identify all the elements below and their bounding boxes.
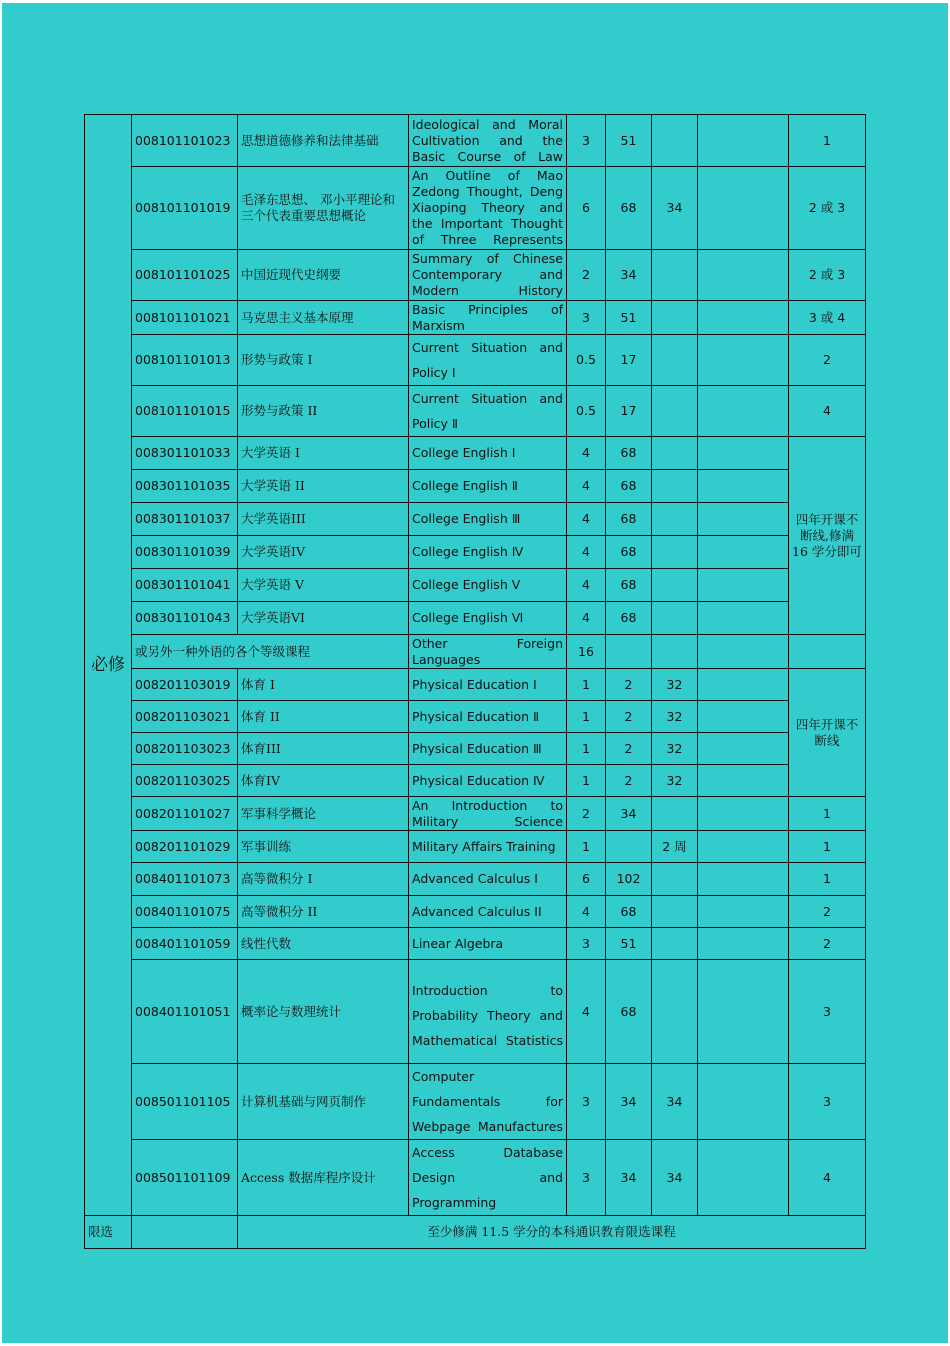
course-code: 008201103021: [132, 701, 238, 733]
course-name-cn: 线性代数: [238, 928, 409, 960]
extra-hours: [652, 250, 698, 301]
blank-cell: [698, 635, 789, 669]
extra-hours: [652, 960, 698, 1064]
category-required: 必修: [85, 115, 132, 1216]
table-row: [85, 701, 866, 733]
term: 3: [789, 960, 866, 1064]
course-name-cn: 形势与政策 II: [238, 386, 409, 437]
course-code: 008501101105: [132, 1064, 238, 1140]
table-row: [85, 635, 866, 669]
course-code: 008301101033: [132, 437, 238, 470]
credit: 4: [567, 536, 606, 569]
table-row: [85, 503, 866, 536]
extra-hours: 32: [652, 733, 698, 765]
blank-cell: [132, 1216, 238, 1249]
hours: 68: [606, 503, 652, 536]
extra-hours: 32: [652, 701, 698, 733]
extra-hours: [652, 863, 698, 896]
table-row: [85, 797, 866, 831]
credit: 1: [567, 701, 606, 733]
hours: 51: [606, 115, 652, 167]
course-name-en: An Outline of Mao Zedong Thought, Deng Xiaoping Theory and the Important Thought of Three Represents: [409, 167, 567, 250]
extra-hours: [652, 301, 698, 335]
hours: 17: [606, 386, 652, 437]
english-group-note: 四年开课不断线,修满 16 学分即可: [789, 437, 866, 635]
blank-cell: [698, 437, 789, 470]
course-name-en: Physical Education Ⅲ: [409, 733, 567, 765]
blank-cell: [698, 250, 789, 301]
course-code: 008101101025: [132, 250, 238, 301]
hours: 2: [606, 765, 652, 797]
blank-cell: [698, 669, 789, 701]
hours: 68: [606, 470, 652, 503]
term: 4: [789, 1140, 866, 1216]
extra-hours: [652, 503, 698, 536]
table-row: [85, 1140, 866, 1216]
credit: 4: [567, 896, 606, 928]
course-name-en: Advanced Calculus I: [409, 863, 567, 896]
blank-cell: [698, 863, 789, 896]
blank-cell: [698, 569, 789, 602]
table-row: [85, 470, 866, 503]
table-row: [85, 536, 866, 569]
extra-hours: [652, 569, 698, 602]
course-name-en: College English Ⅵ: [409, 602, 567, 635]
course-name-cn: 大学英语III: [238, 503, 409, 536]
blank-cell: [698, 896, 789, 928]
course-name-en: College English Ⅱ: [409, 470, 567, 503]
course-name-en: College English Ⅴ: [409, 569, 567, 602]
extra-hours: 34: [652, 1140, 698, 1216]
course-name-cn: 马克思主义基本原理: [238, 301, 409, 335]
credit: 1: [567, 733, 606, 765]
course-name-cn: 中国近现代史纲要: [238, 250, 409, 301]
course-name-cn: 概率论与数理统计: [238, 960, 409, 1064]
course-name-cn: 大学英语 II: [238, 470, 409, 503]
course-code: 008501101109: [132, 1140, 238, 1216]
table-row: [85, 301, 866, 335]
course-code: 008101101015: [132, 386, 238, 437]
credit: 3: [567, 928, 606, 960]
table-row: [85, 960, 866, 1064]
course-code: 008301101035: [132, 470, 238, 503]
credit: 6: [567, 863, 606, 896]
course-name-cn: 高等微积分 I: [238, 863, 409, 896]
credit: 1: [567, 669, 606, 701]
credit: 4: [567, 437, 606, 470]
extra-hours: [652, 335, 698, 386]
blank-cell: [698, 536, 789, 569]
credit: 3: [567, 1064, 606, 1140]
credit: 2: [567, 250, 606, 301]
term: 3 或 4: [789, 301, 866, 335]
credit: 4: [567, 602, 606, 635]
table-row: [85, 928, 866, 960]
term: 1: [789, 115, 866, 167]
hours: 34: [606, 250, 652, 301]
course-name-cn: 军事科学概论: [238, 797, 409, 831]
blank-cell: [698, 1064, 789, 1140]
term: 2: [789, 335, 866, 386]
course-name-en: Physical Education Ⅰ: [409, 669, 567, 701]
table-row: [85, 335, 866, 386]
table-row: [85, 250, 866, 301]
table-row: [85, 669, 866, 701]
course-code: 008201101027: [132, 797, 238, 831]
hours: 68: [606, 167, 652, 250]
course-name-cn: 形势与政策 I: [238, 335, 409, 386]
credit: 2: [567, 797, 606, 831]
course-name-en: Physical Education Ⅱ: [409, 701, 567, 733]
course-name-cn: 或另外一种外语的各个等级课程: [132, 635, 409, 669]
course-name-cn: 思想道德修养和法律基础: [238, 115, 409, 167]
extra-hours: 34: [652, 167, 698, 250]
category-limited: 限选: [85, 1216, 132, 1249]
blank-cell: [698, 1140, 789, 1216]
hours: [606, 635, 652, 669]
hours: 68: [606, 602, 652, 635]
course-name-en: Military Affairs Training: [409, 831, 567, 863]
course-code: 008301101037: [132, 503, 238, 536]
credit: 3: [567, 301, 606, 335]
credit: 16: [567, 635, 606, 669]
extra-hours: 2 周: [652, 831, 698, 863]
hours: 51: [606, 928, 652, 960]
term: 2 或 3: [789, 250, 866, 301]
extra-hours: [652, 536, 698, 569]
course-name-cn: 大学英语 V: [238, 569, 409, 602]
hours: 51: [606, 301, 652, 335]
course-name-cn: 计算机基础与网页制作: [238, 1064, 409, 1140]
term: 1: [789, 831, 866, 863]
term: 2: [789, 928, 866, 960]
table-row: [85, 115, 866, 167]
hours: 68: [606, 536, 652, 569]
credit: 4: [567, 503, 606, 536]
course-name-cn: 毛泽东思想、 邓小平理论和三个代表重要思想概论: [238, 167, 409, 250]
blank-cell: [698, 115, 789, 167]
course-code: 008401101059: [132, 928, 238, 960]
extra-hours: 32: [652, 669, 698, 701]
course-name-en: Linear Algebra: [409, 928, 567, 960]
credit: 4: [567, 470, 606, 503]
table-row: [85, 831, 866, 863]
table-row: [85, 167, 866, 250]
blank-cell: [698, 335, 789, 386]
course-code: 008201103019: [132, 669, 238, 701]
table-row: [85, 602, 866, 635]
extra-hours: [652, 437, 698, 470]
course-name-en: Access Database Design and Programming: [409, 1140, 567, 1216]
term: [789, 635, 866, 669]
blank-cell: [698, 831, 789, 863]
course-code: 008401101075: [132, 896, 238, 928]
blank-cell: [698, 765, 789, 797]
blank-cell: [698, 733, 789, 765]
extra-hours: 32: [652, 765, 698, 797]
term: 2 或 3: [789, 167, 866, 250]
blank-cell: [698, 602, 789, 635]
course-code: 008201103023: [132, 733, 238, 765]
credit: 1: [567, 765, 606, 797]
course-name-en: Ideological and Moral Cultivation and the Basic Course of Law: [409, 115, 567, 167]
course-code: 008101101019: [132, 167, 238, 250]
course-name-en: College English Ⅳ: [409, 536, 567, 569]
extra-hours: [652, 896, 698, 928]
term: 1: [789, 863, 866, 896]
blank-cell: [698, 701, 789, 733]
course-code: 008201103025: [132, 765, 238, 797]
extra-hours: [652, 470, 698, 503]
course-name-en: Physical Education Ⅳ: [409, 765, 567, 797]
course-name-en: Basic Principles of Marxism: [409, 301, 567, 335]
blank-cell: [698, 928, 789, 960]
course-name-en: Advanced Calculus II: [409, 896, 567, 928]
course-name-cn: 体育IV: [238, 765, 409, 797]
course-name-cn: 大学英语IV: [238, 536, 409, 569]
extra-hours: [652, 115, 698, 167]
blank-cell: [698, 386, 789, 437]
course-name-cn: 大学英语VI: [238, 602, 409, 635]
course-code: 008301101043: [132, 602, 238, 635]
course-name-cn: 高等微积分 II: [238, 896, 409, 928]
hours: 68: [606, 437, 652, 470]
hours: 68: [606, 960, 652, 1064]
term: 4: [789, 386, 866, 437]
course-name-en: College English Ⅰ: [409, 437, 567, 470]
blank-cell: [698, 797, 789, 831]
hours: 34: [606, 1140, 652, 1216]
blank-cell: [698, 301, 789, 335]
course-name-cn: 体育 I: [238, 669, 409, 701]
term: 3: [789, 1064, 866, 1140]
course-name-cn: 大学英语 I: [238, 437, 409, 470]
credit: 0.5: [567, 335, 606, 386]
extra-hours: [652, 635, 698, 669]
course-code: 008401101073: [132, 863, 238, 896]
table-row: [85, 896, 866, 928]
credit: 3: [567, 115, 606, 167]
table-row: [85, 765, 866, 797]
course-name-en: An Introduction to Military Science: [409, 797, 567, 831]
course-name-cn: 军事训练: [238, 831, 409, 863]
course-code: 008101101021: [132, 301, 238, 335]
hours: 17: [606, 335, 652, 386]
blank-cell: [698, 503, 789, 536]
table-row: [85, 1064, 866, 1140]
course-name-en: Current Situation and Policy Ⅰ: [409, 335, 567, 386]
hours: [606, 831, 652, 863]
course-table: [84, 114, 866, 1249]
credit: 1: [567, 831, 606, 863]
hours: 102: [606, 863, 652, 896]
hours: 68: [606, 896, 652, 928]
extra-hours: [652, 386, 698, 437]
course-name-cn: 体育III: [238, 733, 409, 765]
blank-cell: [698, 470, 789, 503]
table-row: [85, 733, 866, 765]
table-row: [85, 569, 866, 602]
hours: 34: [606, 1064, 652, 1140]
course-name-en: Introduction to Probability Theory and Mathematical Statistics: [409, 960, 567, 1064]
table-row: [85, 437, 866, 470]
course-code: 008401101051: [132, 960, 238, 1064]
course-code: 008101101023: [132, 115, 238, 167]
credit: 4: [567, 569, 606, 602]
course-code: 008301101041: [132, 569, 238, 602]
limited-elective-note: 至少修满 11.5 学分的本科通识教育限选课程: [238, 1216, 866, 1249]
extra-hours: [652, 602, 698, 635]
term: 2: [789, 896, 866, 928]
hours: 2: [606, 669, 652, 701]
blank-cell: [698, 167, 789, 250]
course-code: 008201101029: [132, 831, 238, 863]
credit: 0.5: [567, 386, 606, 437]
extra-hours: [652, 928, 698, 960]
hours: 68: [606, 569, 652, 602]
credit: 6: [567, 167, 606, 250]
course-name-en: Computer Fundamentals for Webpage Manufactures: [409, 1064, 567, 1140]
table-row: [85, 386, 866, 437]
table-row: [85, 1216, 866, 1249]
credit: 3: [567, 1140, 606, 1216]
hours: 2: [606, 733, 652, 765]
course-code: 008301101039: [132, 536, 238, 569]
course-name-en: Other Foreign Languages: [409, 635, 567, 669]
credit: 4: [567, 960, 606, 1064]
term: 1: [789, 797, 866, 831]
blank-cell: [698, 960, 789, 1064]
hours: 2: [606, 701, 652, 733]
course-name-cn: Access 数据库程序设计: [238, 1140, 409, 1216]
course-name-en: College English Ⅲ: [409, 503, 567, 536]
course-name-cn: 体育 II: [238, 701, 409, 733]
extra-hours: 34: [652, 1064, 698, 1140]
course-code: 008101101013: [132, 335, 238, 386]
course-name-en: Summary of Chinese Contemporary and Modern History: [409, 250, 567, 301]
course-name-en: Current Situation and Policy Ⅱ: [409, 386, 567, 437]
extra-hours: [652, 797, 698, 831]
hours: 34: [606, 797, 652, 831]
table-row: [85, 863, 866, 896]
pe-group-note: 四年开课不断线: [789, 669, 866, 797]
